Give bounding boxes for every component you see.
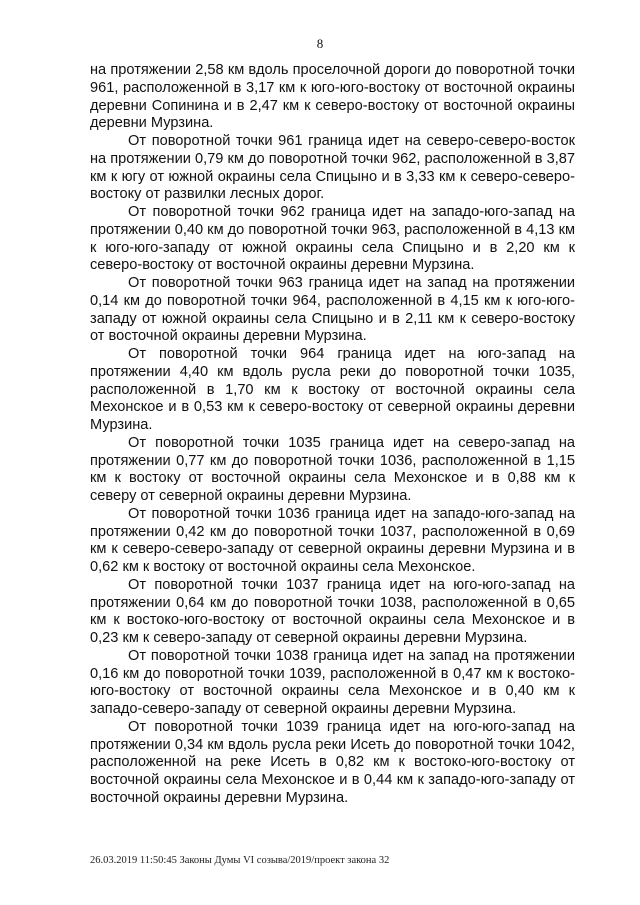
page-number: 8 [316, 36, 324, 51]
paragraph-4: От поворотной точки 963 граница идет на запад на протяжении 0,14 км до поворотной точки 964, расположенной в 4,15 км к юго-юго-западу от южной окраины села Спицыно и в 2,11 км к северо-востоку от восточной окраины деревни Мурзина. [90, 275, 575, 345]
paragraph-6: От поворотной точки 1035 граница идет на северо-запад на протяжении 0,77 км до поворотной точки 1036, расположенной в 1,15 км к востоку от восточной окраины села Мехонское и в 0,88 км к северу от северной окраины деревни Мурзина. [90, 434, 575, 504]
paragraph-2: От поворотной точки 961 граница идет на северо-северо-восток на протяжении 0,79 км до поворотной точки 962, расположенной в 3,87 км к югу от южной окраины села Спицыно и в 3,33 км к северо-северо-востоку от развилки лесных дорог. [90, 133, 575, 203]
paragraph-10: От поворотной точки 1039 граница идет на юго-юго-запад на протяжении 0,34 км вдоль русла реки Исеть до поворотной точки 1042, расположенной на реке Исеть в 0,82 км к востоко-юго-востоку от восточной окраины села Мехонское и в 0,44 км к западо-юго-западу от восточной окраины деревни Мурзина. [90, 718, 575, 806]
paragraph-7: От поворотной точки 1036 граница идет на западо-юго-запад на протяжении 0,42 км до поворотной точки 1037, расположенной в 0,69 км к северо-северо-западу от северной окраины деревни Мурзина и в 0,62 км к востоку от восточной окраины села Мехонское. [90, 505, 575, 575]
paragraph-1: на протяжении 2,58 км вдоль проселочной дороги до поворотной точки 961, расположенной в 3,17 км к юго-юго-востоку от восточной окраины деревни Сопинина и в 2,47 км к северо-востоку от восточной окраины деревни Мурзина. [90, 62, 575, 132]
footer-stamp: 26.03.2019 11:50:45 Законы Думы VI созыва/2019/проект закона 32 [90, 855, 390, 866]
paragraph-8: От поворотной точки 1037 граница идет на юго-юго-запад на протяжении 0,64 км до поворотной точки 1038, расположенной в 0,65 км к востоко-юго-востоку от восточной окраины села Мехонское и в 0,23 км к северо-западу от северной окраины деревни Мурзина. [90, 576, 575, 646]
paragraph-5: От поворотной точки 964 граница идет на юго-запад на протяжении 4,40 км вдоль русла реки до поворотной точки 1035, расположенной в 1,70 км к востоку от восточной окраины села Мехонское и в 0,53 км к северо-востоку от северной окраины деревни Мурзина. [90, 346, 575, 433]
document-body [90, 62, 575, 808]
paragraph-3: От поворотной точки 962 граница идет на западо-юго-запад на протяжении 0,40 км до поворотной точки 963, расположенной в 4,13 км к юго-юго-западу от южной окраины села Спицыно и в 2,20 км к северо-востоку от восточной окраины деревни Мурзина. [90, 204, 575, 274]
paragraph-9: От поворотной точки 1038 граница идет на запад на протяжении 0,16 км до поворотной точки 1039, расположенной в 0,47 км к востоко-юго-востоку от восточной окраины села Мехонское и в 0,40 км к западо-северо-западу от северной окраины деревни Мурзина. [90, 647, 575, 717]
